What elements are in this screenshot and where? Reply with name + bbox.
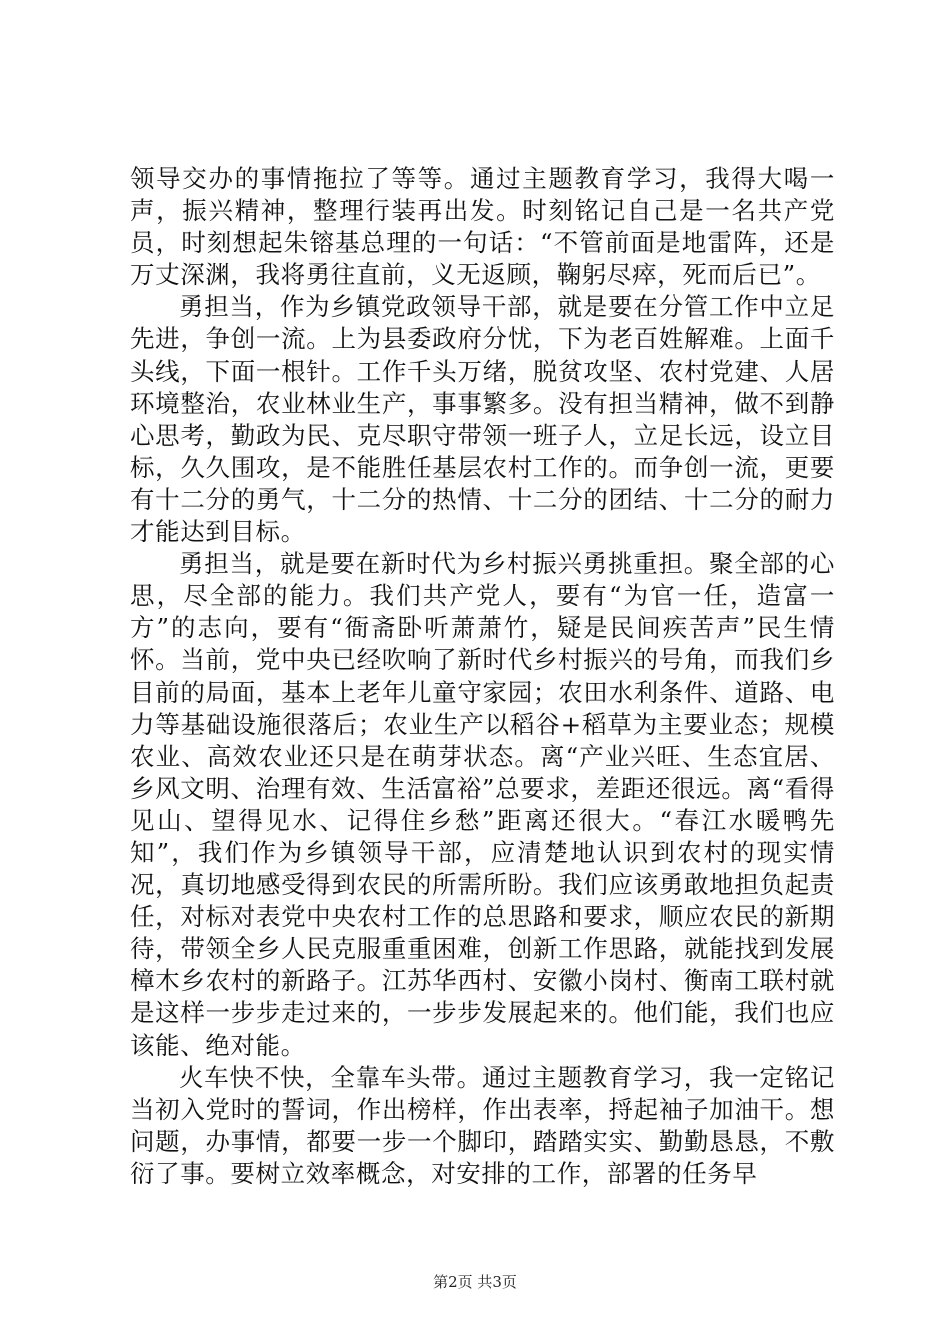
- paragraph-1: 领导交办的事情拖拉了等等。通过主题教育学习，我得大喝一声，振兴精神，整理行装再出发。时刻铭记自己是一名共产党员，时刻想起朱镕基总理的一句话：“不管前面是地雷阵，还是万丈深渊，我将勇往直前，义无返顾，鞠躬尽瘁，死而后已”。: [130, 164, 835, 290]
- document-body: [130, 163, 835, 1190]
- paragraph-4: 火车快不快，全靠车头带。通过主题教育学习，我一定铭记当初入党时的誓词，作出榜样，作出表率，捋起袖子加油干。想问题，办事情，都要一步一个脚印，踏踏实实、勤勤恳恳，不敷衍了事。要树立效率概念，对安排的工作，部署的任务早: [130, 1062, 835, 1188]
- page-footer: 第2页 共3页: [433, 1273, 517, 1291]
- paragraph-3: 勇担当，就是要在新时代为乡村振兴勇挑重担。聚全部的心思，尽全部的能力。我们共产党人，要有“为官一任，造富一方”的志向，要有“衙斋卧听萧萧竹，疑是民间疾苦声”民生情怀。当前，党中央已经吹响了新时代乡村振兴的号角，而我们乡目前的局面，基本上老年儿童守家园；农田水利条件、道路、电力等基础设施很落后；农业生产以稻谷+稻草为主要业态；规模农业、高效农业还只是在萌芽状态。离“产业兴旺、生态宜居、乡风文明、治理有效、生活富裕”总要求，差距还很远。离“看得见山、望得见水、记得住乡愁”距离还很大。“春江水暖鸭先知”，我们作为乡镇领导干部，应清楚地认识到农村的现实情况，真切地感受得到农民的所需所盼。我们应该勇敢地担负起责任，对标对表党中央农村工作的总思路和要求，顺应农民的新期待，带领全乡人民克服重重困难，创新工作思路，就能找到发展樟木乡农村的新路子。江苏华西村、安徽小岗村、衡南工联村就是这样一步步走过来的，一步步发展起来的。他们能，我们也应该能、绝对能。: [130, 549, 835, 1060]
- paragraph-2: 勇担当，作为乡镇党政领导干部，就是要在分管工作中立足先进，争创一流。上为县委政府分忧，下为老百姓解难。上面千头线，下面一根针。工作千头万绪，脱贫攻坚、农村党建、人居环境整治，农业林业生产，事事繁多。没有担当精神，做不到静心思考，勤政为民、克尽职守带领一班子人，立足长远，设立目标，久久围攻，是不能胜任基层农村工作的。而争创一流，更要有十二分的勇气，十二分的热情、十二分的团结、十二分的耐力才能达到目标。: [130, 292, 835, 547]
